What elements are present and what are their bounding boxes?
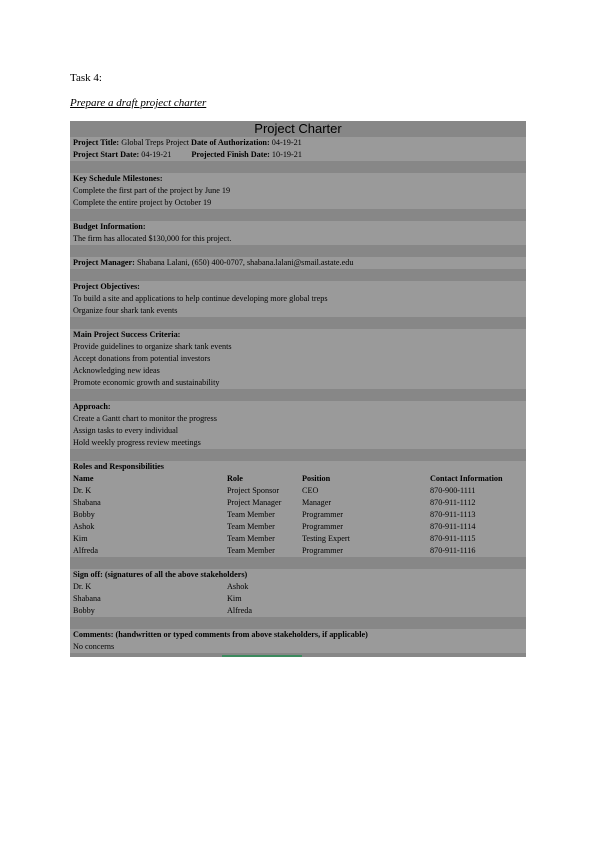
cell-position: Manager	[302, 498, 332, 507]
milestone-item: Complete the entire project by October 19	[73, 198, 212, 207]
comments-heading: Comments: (handwritten or typed comments from above stakeholders, if applicable)	[73, 630, 368, 639]
charter-title: Project Charter	[70, 121, 526, 137]
cell-role: Team Member	[227, 534, 275, 543]
criteria-item: Accept donations from potential investors	[73, 354, 211, 363]
manager-label: Project Manager:	[73, 258, 135, 267]
separator	[70, 161, 526, 173]
project-title-value: Global Treps Project	[121, 138, 189, 147]
task-subtitle: Prepare a draft project charter	[70, 97, 207, 109]
separator	[70, 317, 526, 329]
criteria-item: Acknowledging new ideas	[73, 366, 160, 375]
table-row	[70, 509, 526, 521]
table-row	[70, 533, 526, 545]
task-label: Task 4:	[70, 72, 102, 84]
cell-name: Shabana	[73, 498, 101, 507]
table-row	[70, 497, 526, 509]
manager-text: Shabana Lalani, (650) 400-0707, shabana.lalani@smail.astate.edu	[136, 258, 354, 267]
budget-heading: Budget Information:	[73, 222, 146, 231]
signoff-heading: Sign off: (signatures of all the above stakeholders)	[73, 570, 248, 579]
column-header-position: Position	[302, 474, 331, 483]
signoff-row	[70, 593, 526, 605]
authorization-date: 04-19-21	[271, 138, 302, 147]
cell-contact: 870-911-1113	[430, 510, 476, 519]
roles-heading: Roles and Responsibilities	[73, 462, 164, 471]
criteria-item: Promote economic growth and sustainability	[73, 378, 220, 387]
cell-name: Bobby	[73, 510, 95, 519]
cell-position: Programmer	[302, 510, 343, 519]
cell-position: Programmer	[302, 546, 343, 555]
approach-heading: Approach:	[73, 402, 111, 411]
separator	[70, 245, 526, 257]
cell-role: Team Member	[227, 546, 275, 555]
cell-position: Programmer	[302, 522, 343, 531]
separator	[70, 449, 526, 461]
cell-role: Project Manager	[227, 498, 282, 507]
column-header-role: Role	[227, 474, 243, 483]
cell-name: Kim	[73, 534, 88, 543]
approach-item: Create a Gantt chart to monitor the progress	[73, 414, 217, 423]
cell-position: Testing Expert	[302, 534, 350, 543]
start-date-value: 04-19-21	[141, 150, 172, 159]
roles-header-row	[70, 473, 526, 485]
cell-contact: 870-911-1115	[430, 534, 476, 543]
signoff-row	[70, 581, 526, 593]
column-header-name: Name	[73, 474, 94, 483]
column-header-contact: Contact Information	[430, 474, 503, 483]
signoff-name: Ashok	[227, 582, 249, 591]
criteria-item: Provide guidelines to organize shark tank events	[73, 342, 232, 351]
table-row	[70, 545, 526, 557]
manager-line	[70, 257, 526, 269]
approach-item: Hold weekly progress review meetings	[73, 438, 201, 447]
signoff-name: Dr. K	[73, 582, 92, 591]
cell-contact: 870-900-1111	[430, 486, 476, 495]
cell-contact: 870-911-1116	[430, 546, 476, 555]
separator	[70, 209, 526, 221]
milestone-item: Complete the first part of the project by June 19	[73, 186, 231, 195]
cell-role: Team Member	[227, 522, 275, 531]
objective-item: Organize four shark tank events	[73, 306, 178, 315]
signoff-name: Alfreda	[227, 606, 253, 615]
table-row	[70, 485, 526, 497]
milestones-heading: Key Schedule Milestones:	[73, 174, 163, 183]
comments-text: No concerns	[73, 642, 115, 651]
finish-date-label: Projected Finish Date:	[191, 150, 270, 159]
cell-contact: 870-911-1114	[430, 522, 476, 531]
cell-name: Dr. K	[73, 486, 92, 495]
signoff-name: Kim	[227, 594, 242, 603]
separator	[70, 389, 526, 401]
finish-date-value: 10-19-21	[271, 150, 302, 159]
approach-item: Assign tasks to every individual	[73, 426, 179, 435]
separator	[70, 557, 526, 569]
dates-line	[70, 149, 526, 161]
separator	[70, 617, 526, 629]
project-title-label: Project Title:	[73, 138, 120, 147]
start-date-label: Project Start Date:	[73, 150, 140, 159]
signoff-name: Bobby	[73, 606, 95, 615]
green-underline-mark	[222, 655, 302, 657]
project-charter-table	[70, 121, 526, 657]
separator	[70, 269, 526, 281]
cell-position: CEO	[302, 486, 319, 495]
cell-role: Team Member	[227, 510, 275, 519]
budget-text: The firm has allocated $130,000 for this project.	[73, 234, 232, 243]
objectives-heading: Project Objectives:	[73, 282, 140, 291]
authorization-label: Date of Authorization:	[191, 138, 270, 147]
table-row	[70, 521, 526, 533]
objective-item: To build a site and applications to help continue developing more global treps	[73, 294, 328, 303]
signoff-row	[70, 605, 526, 617]
project-title-line	[70, 137, 526, 149]
cell-name: Ashok	[73, 522, 95, 531]
signoff-name: Shabana	[73, 594, 101, 603]
criteria-heading: Main Project Success Criteria:	[73, 330, 181, 339]
cell-role: Project Sponsor	[227, 486, 280, 495]
cell-contact: 870-911-1112	[430, 498, 476, 507]
cell-name: Alfreda	[73, 546, 99, 555]
